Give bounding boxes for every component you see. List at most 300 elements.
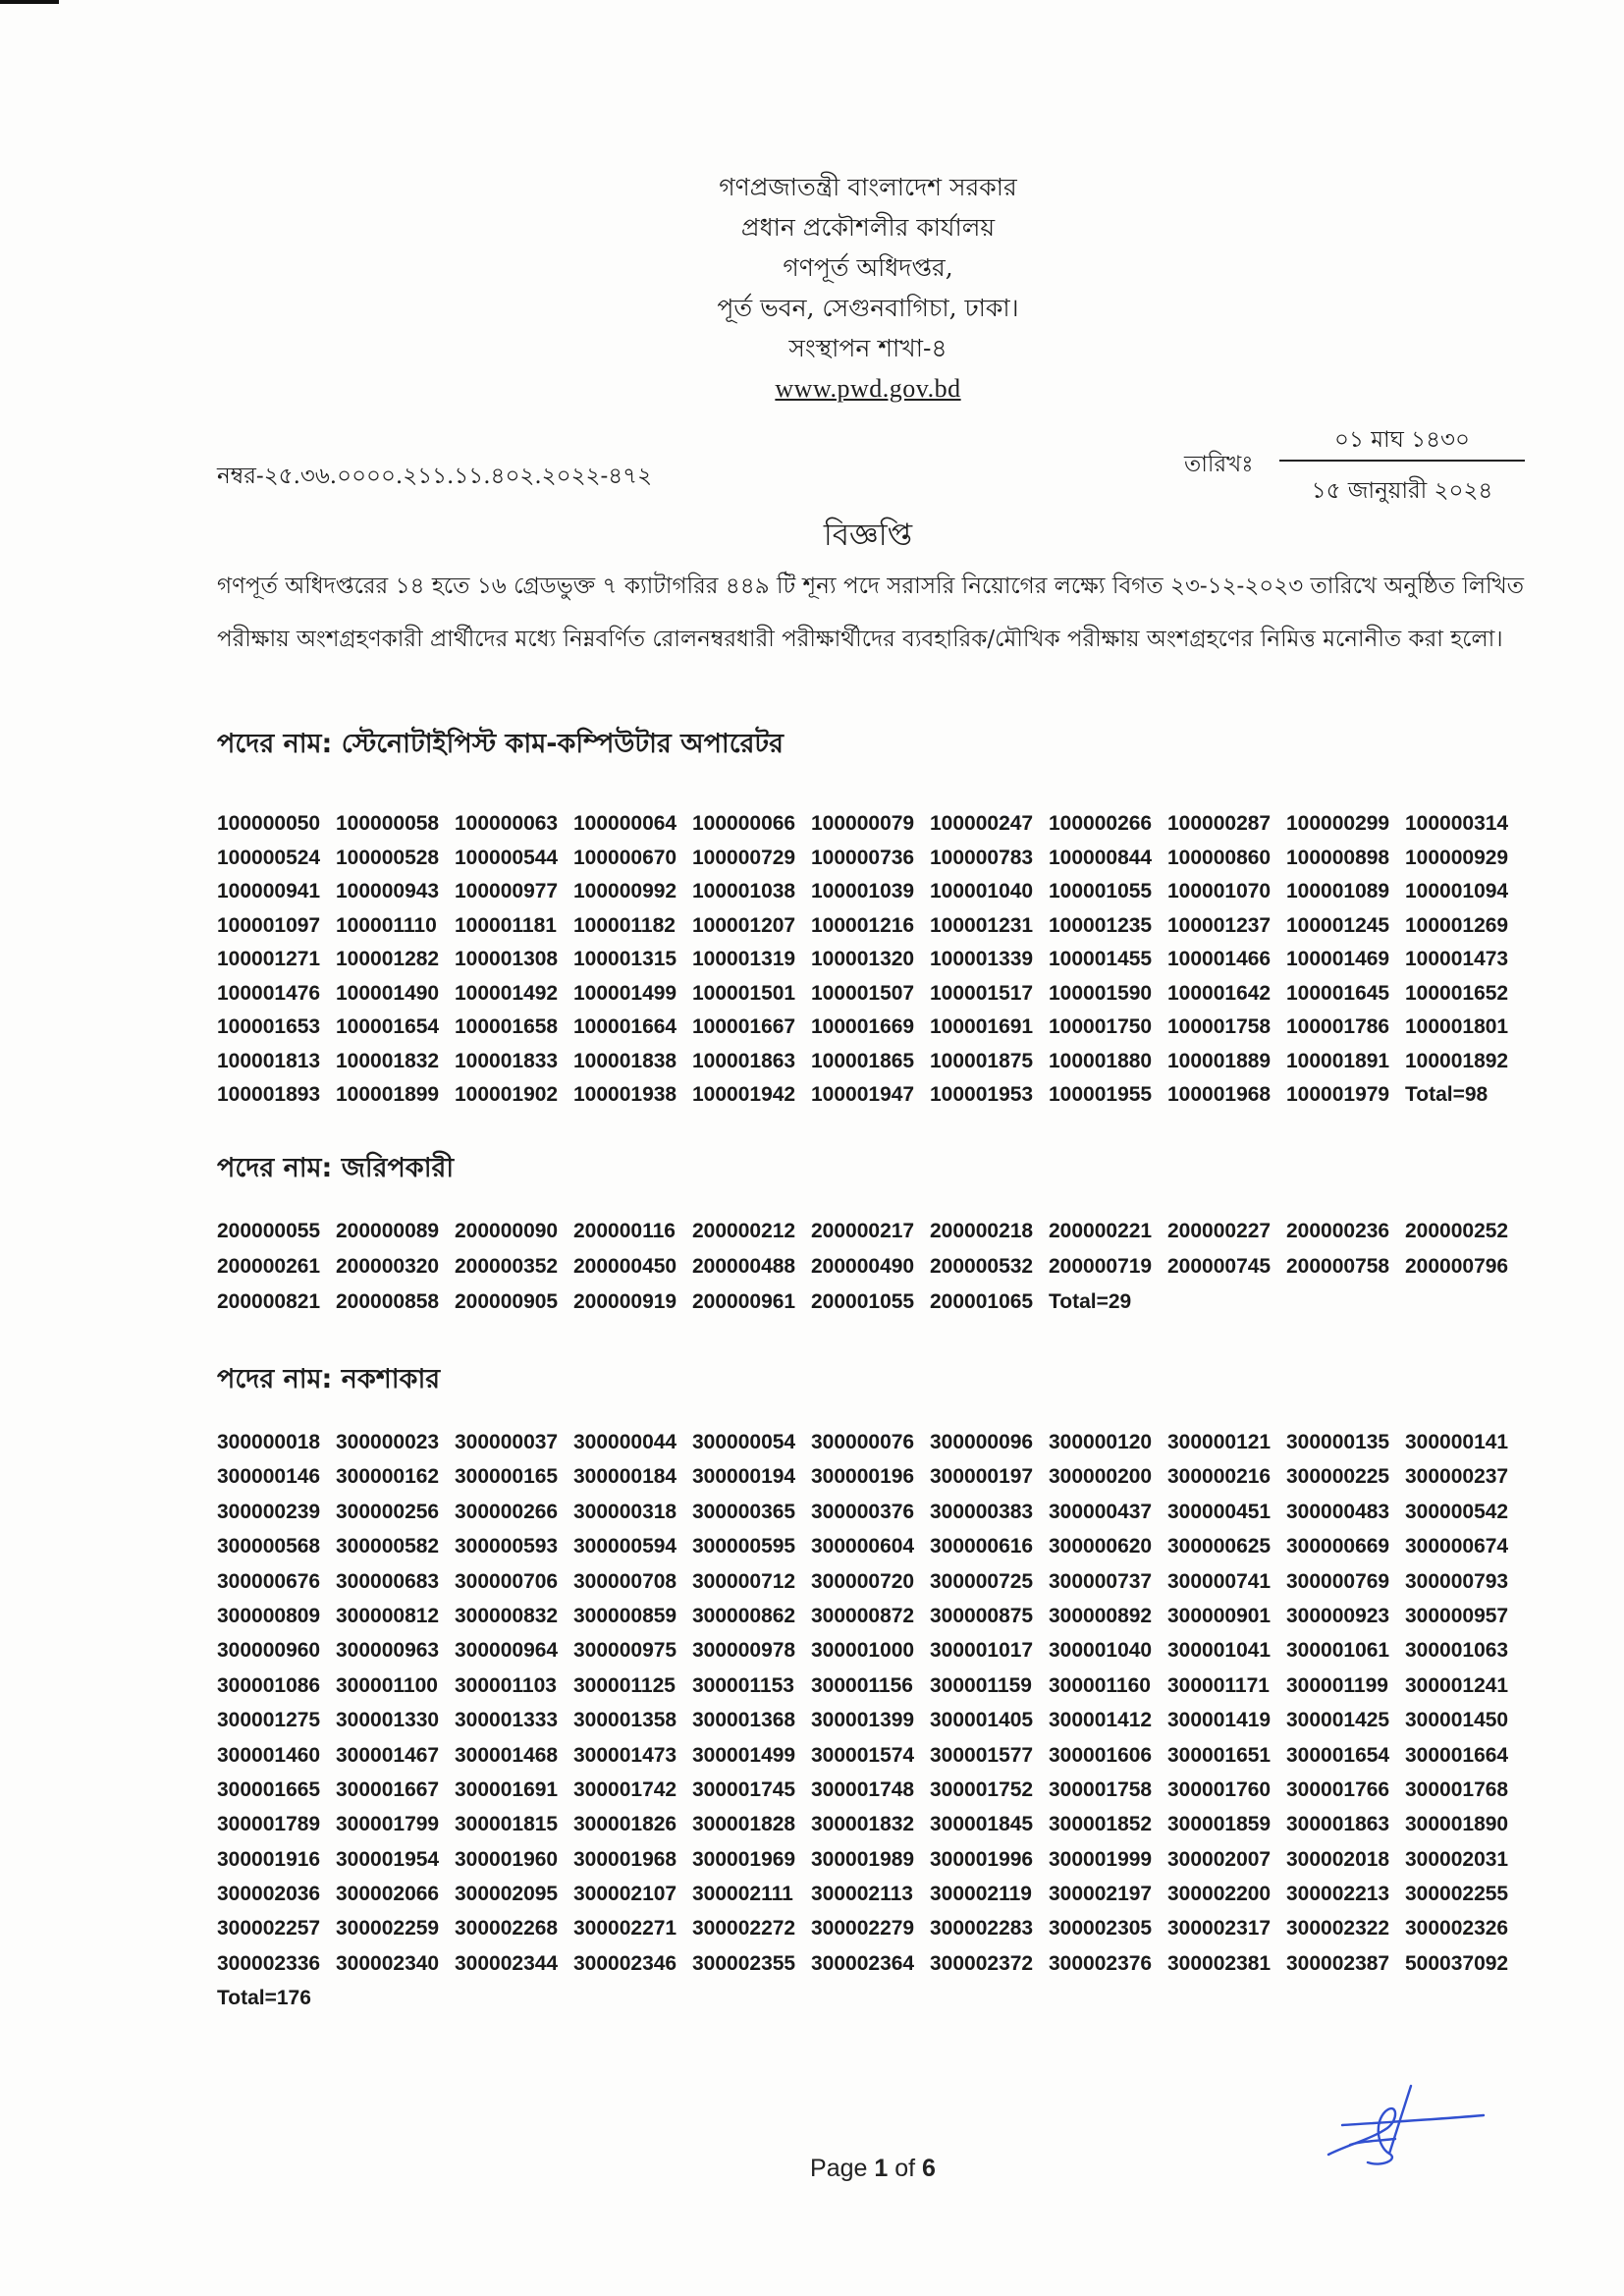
- page-word: Page: [810, 2155, 868, 2182]
- roll-number: 300001828: [692, 1813, 796, 1836]
- roll-list-surveyor: [217, 1214, 1524, 1320]
- roll-number: 100001955: [1049, 1083, 1153, 1106]
- roll-number: 100000929: [1405, 846, 1509, 869]
- roll-number: 300002364: [811, 1951, 915, 1975]
- roll-number: 300000076: [811, 1431, 915, 1453]
- roll-number: 100001216: [811, 913, 915, 937]
- roll-number: 300000135: [1286, 1431, 1390, 1453]
- roll-number: 300000683: [336, 1569, 440, 1593]
- roll-number: 200000450: [573, 1255, 677, 1278]
- roll-number: 300001419: [1167, 1709, 1272, 1732]
- roll-number: 100001070: [1167, 880, 1272, 902]
- roll-number: 300002271: [573, 1917, 677, 1941]
- roll-number: 300001100: [336, 1673, 438, 1697]
- roll-number: 100001691: [930, 1015, 1034, 1038]
- roll-number: 100001892: [1405, 1049, 1509, 1072]
- roll-number: 300001159: [930, 1673, 1032, 1697]
- roll-number: 300000769: [1286, 1569, 1390, 1593]
- notice-title: বিজ্ঞপ্তি: [823, 518, 913, 553]
- roll-number: 300001999: [1049, 1847, 1153, 1871]
- roll-number: 100001899: [336, 1083, 440, 1106]
- roll-number: 300001890: [1405, 1813, 1509, 1836]
- roll-number: 100001863: [692, 1049, 796, 1072]
- roll-number: 300000620: [1049, 1535, 1153, 1558]
- roll-number: 300002018: [1286, 1847, 1390, 1871]
- roll-number: 300002305: [1049, 1917, 1153, 1941]
- roll-number: 200000758: [1286, 1255, 1390, 1278]
- roll-number: 300000266: [455, 1500, 559, 1523]
- roll-number: 300001968: [573, 1847, 677, 1871]
- roll-number: 300000892: [1049, 1604, 1153, 1627]
- roll-number: 200000719: [1049, 1255, 1153, 1278]
- roll-number: 300000018: [217, 1431, 321, 1453]
- roll-number: 300001654: [1286, 1743, 1390, 1767]
- roll-number: 300001275: [217, 1709, 321, 1732]
- roll-number: 300000862: [692, 1604, 796, 1627]
- roll-number: 300001160: [1049, 1673, 1151, 1697]
- roll-number: 100000314: [1405, 812, 1509, 835]
- roll-number: 100001308: [455, 948, 559, 970]
- roll-number: 300000237: [1405, 1465, 1509, 1489]
- roll-number: 300000832: [455, 1604, 559, 1627]
- roll-number: 100000079: [811, 812, 915, 835]
- date-gregorian: ১৫ জানুয়ারী ২০২৪: [1311, 478, 1493, 504]
- roll-number: 300000194: [692, 1465, 796, 1489]
- roll-number: 200000221: [1049, 1220, 1153, 1242]
- roll-number: 100001182: [573, 913, 676, 937]
- roll-number: 300000568: [217, 1535, 321, 1558]
- roll-number: 300001748: [811, 1777, 915, 1801]
- roll-number: 100001499: [573, 981, 677, 1005]
- roll-list-draftsman: [217, 1425, 1524, 2016]
- roll-number: 300000720: [811, 1569, 915, 1593]
- roll-number: 300000197: [930, 1465, 1034, 1489]
- roll-number: 200000217: [811, 1220, 915, 1242]
- section-total: Total=176: [217, 1987, 311, 2010]
- roll-number: 100000058: [336, 812, 440, 835]
- roll-number: 300001040: [1049, 1639, 1153, 1663]
- roll-number: 100001237: [1167, 913, 1272, 937]
- roll-number: 300000200: [1049, 1465, 1153, 1489]
- roll-number: 100001654: [336, 1015, 440, 1038]
- roll-number: 300001859: [1167, 1813, 1272, 1836]
- roll-number: 200000212: [692, 1220, 796, 1242]
- roll-number: 300001574: [811, 1743, 915, 1767]
- roll-number: 300002113: [811, 1883, 913, 1906]
- roll-number: 300001768: [1405, 1777, 1509, 1801]
- roll-number: 100001645: [1286, 981, 1390, 1005]
- roll-number: 300002066: [336, 1883, 440, 1906]
- roll-number: 100001039: [811, 880, 915, 902]
- roll-number: 100001786: [1286, 1015, 1390, 1038]
- roll-number: 300000141: [1405, 1431, 1509, 1453]
- roll-number: 300001969: [692, 1847, 796, 1871]
- roll-number: 300000923: [1286, 1604, 1390, 1627]
- roll-number: 300000162: [336, 1465, 440, 1489]
- letterhead: [573, 167, 1163, 409]
- roll-number: 100001469: [1286, 948, 1390, 970]
- roll-number: 300000737: [1049, 1569, 1153, 1593]
- roll-number: 200000252: [1405, 1220, 1509, 1242]
- roll-number: 100001089: [1286, 880, 1390, 902]
- roll-number: 300000121: [1167, 1431, 1272, 1453]
- roll-number: 200000116: [573, 1220, 676, 1242]
- letterhead-line: প্রধান প্রকৌশলীর কার্যালয়: [740, 213, 996, 242]
- roll-number: 300001468: [455, 1743, 559, 1767]
- roll-number: 100001339: [930, 948, 1034, 970]
- roll-number: 300002007: [1167, 1847, 1272, 1871]
- roll-number: 300002326: [1405, 1917, 1509, 1941]
- roll-number: 300000975: [573, 1639, 677, 1663]
- roll-number: 300001399: [811, 1709, 915, 1732]
- roll-number: 300000963: [336, 1639, 440, 1663]
- section-total: Total=98: [1405, 1083, 1489, 1106]
- roll-number: 300000669: [1286, 1535, 1390, 1558]
- roll-number: 100001455: [1049, 948, 1153, 970]
- roll-number: 300001916: [217, 1847, 321, 1871]
- roll-number: 100000247: [930, 812, 1034, 835]
- roll-number: 300001766: [1286, 1777, 1390, 1801]
- roll-number: 300002279: [811, 1917, 915, 1941]
- roll-number: 100001875: [930, 1049, 1034, 1072]
- roll-number: 300000593: [455, 1535, 559, 1558]
- roll-number: 300002268: [455, 1917, 559, 1941]
- roll-number: 100001979: [1286, 1083, 1390, 1106]
- date-label: তারিখঃ: [1184, 452, 1254, 477]
- roll-number: 300000239: [217, 1500, 321, 1523]
- roll-number: 300001199: [1286, 1673, 1388, 1697]
- roll-number: 300001760: [1167, 1777, 1272, 1801]
- roll-number: 300002197: [1049, 1883, 1153, 1906]
- roll-number: 300001667: [336, 1777, 440, 1801]
- roll-number: 300001017: [930, 1639, 1034, 1663]
- roll-number: 300001832: [811, 1813, 915, 1836]
- roll-list-stenotypist: [217, 807, 1524, 1113]
- roll-number: 300000225: [1286, 1465, 1390, 1489]
- roll-number: 300000875: [930, 1604, 1034, 1627]
- roll-number: 300001412: [1049, 1709, 1153, 1732]
- roll-number: 300001333: [455, 1709, 559, 1732]
- roll-number: 300001467: [336, 1743, 440, 1767]
- roll-number: 300001954: [336, 1847, 440, 1871]
- roll-number: 300002111: [692, 1883, 793, 1906]
- roll-number: 100001942: [692, 1083, 796, 1106]
- roll-number: 300001758: [1049, 1777, 1153, 1801]
- roll-number: 300000901: [1167, 1604, 1272, 1627]
- roll-number: 100001269: [1405, 913, 1509, 937]
- roll-number: 100001097: [217, 913, 321, 937]
- roll-number: 100001669: [811, 1015, 915, 1038]
- roll-number: 300001499: [692, 1743, 796, 1767]
- roll-number: 100000528: [336, 846, 440, 869]
- roll-number: 300001405: [930, 1709, 1034, 1732]
- roll-number: 100000898: [1286, 846, 1390, 869]
- roll-number: 300000023: [336, 1431, 440, 1453]
- roll-number: 100000287: [1167, 812, 1272, 835]
- roll-number: 200000961: [692, 1290, 796, 1313]
- roll-number: 100001501: [692, 981, 796, 1005]
- roll-number: 300002095: [455, 1883, 559, 1906]
- roll-number: 300000451: [1167, 1500, 1272, 1523]
- roll-number: 300000793: [1405, 1569, 1509, 1593]
- roll-number: 300001852: [1049, 1813, 1153, 1836]
- roll-number: 300000483: [1286, 1500, 1390, 1523]
- roll-number: 300002036: [217, 1883, 321, 1906]
- roll-number: 300000165: [455, 1465, 559, 1489]
- roll-number: 200000227: [1167, 1220, 1272, 1242]
- roll-number: 200000261: [217, 1255, 321, 1278]
- roll-number: 200000821: [217, 1290, 321, 1313]
- roll-number: 200000090: [455, 1220, 559, 1242]
- roll-number: 300000978: [692, 1639, 796, 1663]
- roll-number: 300002283: [930, 1917, 1034, 1941]
- roll-number: 300001745: [692, 1777, 796, 1801]
- roll-number: 200000218: [930, 1220, 1034, 1242]
- roll-number: 100000860: [1167, 846, 1272, 869]
- roll-number: 100001319: [692, 948, 796, 970]
- roll-number: 100001181: [455, 913, 557, 937]
- roll-number: 300000044: [573, 1431, 677, 1453]
- roll-number: 100001833: [455, 1049, 559, 1072]
- website-link: www.pwd.gov.bd: [775, 374, 961, 403]
- roll-number: 300002387: [1286, 1951, 1390, 1975]
- roll-number: 100000941: [217, 880, 321, 902]
- roll-number: 200000858: [336, 1290, 440, 1313]
- roll-number: 300000376: [811, 1500, 915, 1523]
- roll-number: 300000604: [811, 1535, 915, 1558]
- roll-number: 100000544: [455, 846, 559, 869]
- roll-number: 200001055: [811, 1290, 915, 1313]
- roll-number: 100001490: [336, 981, 440, 1005]
- roll-number: 100000977: [455, 880, 559, 902]
- roll-number: 100001838: [573, 1049, 677, 1072]
- roll-number: 100000299: [1286, 812, 1390, 835]
- roll-number: 300001125: [573, 1673, 676, 1697]
- roll-number: 300000437: [1049, 1500, 1153, 1523]
- roll-number: 300001425: [1286, 1709, 1390, 1732]
- post-heading-surveyor: পদের নাম: জরিপকারী: [217, 1153, 455, 1183]
- roll-number: 100001938: [573, 1083, 677, 1106]
- roll-number: 100001207: [692, 913, 796, 937]
- page-total: 6: [922, 2155, 936, 2182]
- roll-number: 100001315: [573, 948, 677, 970]
- roll-number: 300000960: [217, 1639, 321, 1663]
- roll-number: 300001799: [336, 1813, 440, 1836]
- roll-number: 300000708: [573, 1569, 677, 1593]
- roll-number: 100001968: [1167, 1083, 1272, 1106]
- roll-number: 100001813: [217, 1049, 321, 1072]
- roll-number: 300001000: [811, 1639, 915, 1663]
- roll-number: 300000964: [455, 1639, 559, 1663]
- roll-number: 300002200: [1167, 1883, 1272, 1906]
- roll-number: 100001658: [455, 1015, 559, 1038]
- roll-number: 100001653: [217, 1015, 321, 1038]
- roll-number: 100001094: [1405, 880, 1509, 902]
- roll-number: 200000919: [573, 1290, 677, 1313]
- roll-number: 100001891: [1286, 1049, 1390, 1072]
- roll-number: 100000670: [573, 846, 677, 869]
- roll-number: 200000905: [455, 1290, 559, 1313]
- roll-number: 100000736: [811, 846, 915, 869]
- roll-number: 100001271: [217, 948, 321, 970]
- roll-number: 100001507: [811, 981, 915, 1005]
- roll-number: 200000236: [1286, 1220, 1390, 1242]
- roll-number: 300002272: [692, 1917, 796, 1941]
- roll-number: 300001960: [455, 1847, 559, 1871]
- roll-number: 300000725: [930, 1569, 1034, 1593]
- roll-number: 100001476: [217, 981, 321, 1005]
- roll-number: 300000676: [217, 1569, 321, 1593]
- roll-number: 300001789: [217, 1813, 321, 1836]
- roll-number: 100000783: [930, 846, 1034, 869]
- roll-number: 100000066: [692, 812, 796, 835]
- roll-number: 300001845: [930, 1813, 1034, 1836]
- roll-number: 200000490: [811, 1255, 915, 1278]
- roll-number: 300002346: [573, 1951, 677, 1975]
- date-bengali: ০১ মাঘ ১৪৩০: [1279, 420, 1525, 462]
- roll-number: 100001055: [1049, 880, 1153, 902]
- roll-number: 300001103: [455, 1673, 557, 1697]
- roll-number: 200000745: [1167, 1255, 1272, 1278]
- roll-number: 300000196: [811, 1465, 915, 1489]
- roll-number: 100001947: [811, 1083, 915, 1106]
- roll-number: 300000542: [1405, 1500, 1509, 1523]
- roll-number: 300001815: [455, 1813, 559, 1836]
- signature: [1321, 2082, 1488, 2170]
- roll-number: 300000365: [692, 1500, 796, 1523]
- roll-number: 200000320: [336, 1255, 440, 1278]
- roll-number: 300002257: [217, 1917, 321, 1941]
- roll-number: 100001652: [1405, 981, 1509, 1005]
- roll-number: 300000809: [217, 1604, 321, 1627]
- roll-number: 100001865: [811, 1049, 915, 1072]
- roll-number: 300000706: [455, 1569, 559, 1593]
- roll-number: 300000625: [1167, 1535, 1272, 1558]
- letterhead-line: সংস্থাপন শাখা-৪: [788, 334, 947, 362]
- roll-number: 100001517: [930, 981, 1034, 1005]
- roll-number: 100001590: [1049, 981, 1153, 1005]
- roll-number: 100001667: [692, 1015, 796, 1038]
- roll-number: 300002255: [1405, 1883, 1509, 1906]
- roll-number: 100001880: [1049, 1049, 1153, 1072]
- roll-number: 300000594: [573, 1535, 677, 1558]
- roll-number: 100001492: [455, 981, 559, 1005]
- roll-number: 100001664: [573, 1015, 677, 1038]
- memo-number: নম্বর-২৫.৩৬.০০০০.২১১.১১.৪০২.২০২২-৪৭২: [217, 464, 653, 489]
- roll-number: 300001358: [573, 1709, 677, 1732]
- roll-number: 300001664: [1405, 1743, 1509, 1767]
- roll-number: 300000582: [336, 1535, 440, 1558]
- roll-number: 300001450: [1405, 1709, 1509, 1732]
- roll-number: 300001996: [930, 1847, 1034, 1871]
- roll-number: 100000063: [455, 812, 559, 835]
- roll-number: 100001466: [1167, 948, 1272, 970]
- roll-number: 300002119: [930, 1883, 1032, 1906]
- roll-number: 300001651: [1167, 1743, 1272, 1767]
- roll-number: 300001153: [692, 1673, 794, 1697]
- roll-number: 300001061: [1286, 1639, 1390, 1663]
- roll-number: 300000256: [336, 1500, 440, 1523]
- roll-number: 100001642: [1167, 981, 1272, 1005]
- roll-number: 300000037: [455, 1431, 559, 1453]
- roll-number: 300000741: [1167, 1569, 1272, 1593]
- roll-number: 300002340: [336, 1951, 440, 1975]
- roll-number: 300000595: [692, 1535, 796, 1558]
- notice-body: গণপূর্ত অধিদপ্তরের ১৪ হতে ১৬ গ্রেডভুক্ত ৭ ক্যাটাগরির ৪৪৯ টি শূন্য পদে সরাসরি নিয়োগের লক্ষ্যে বিগত ২৩-১২-২০২৩ তারিখে অনুষ্ঠিত লিখিত পরীক্ষায় অংশগ্রহণকারী প্রার্থীদের মধ্যে নিম্নবর্ণিত রোলনম্বরধারী পরীক্ষার্থীদের ব্যবহারিক/মৌখিক পরীক্ষায় অংশগ্রহণের নিমিত্ত মনোনীত করা হলো।: [217, 574, 1524, 652]
- roll-number: 300001473: [573, 1743, 677, 1767]
- roll-number: 300001063: [1405, 1639, 1509, 1663]
- roll-number: 300001752: [930, 1777, 1034, 1801]
- roll-number: 100001040: [930, 880, 1034, 902]
- roll-number: 300001863: [1286, 1813, 1390, 1836]
- letterhead-line: গণপ্রজাতন্ত্রী বাংলাদেশ সরকার: [719, 173, 1017, 201]
- roll-number: 300001156: [811, 1673, 913, 1697]
- roll-number: 300000120: [1049, 1431, 1153, 1453]
- roll-number: 100000064: [573, 812, 677, 835]
- page-current: 1: [874, 2155, 889, 2182]
- roll-number: 300002336: [217, 1951, 321, 1975]
- roll-number: 300000096: [930, 1431, 1034, 1453]
- roll-number: 300000146: [217, 1465, 321, 1489]
- roll-number: 300002107: [573, 1883, 677, 1906]
- roll-number: 100001320: [811, 948, 915, 970]
- scan-artifact: [0, 0, 59, 4]
- roll-number: 300000957: [1405, 1604, 1509, 1627]
- roll-number: 100000943: [336, 880, 440, 902]
- post-heading-stenotypist: পদের নাম: স্টেনোটাইপিস্ট কাম-কম্পিউটার অপারেটর: [217, 729, 784, 759]
- roll-number: 100001893: [217, 1083, 321, 1106]
- letterhead-line: গণপূর্ত অধিদপ্তর,: [783, 253, 953, 282]
- roll-number: 300001368: [692, 1709, 796, 1732]
- roll-number: 300001041: [1167, 1639, 1272, 1663]
- roll-number: 300001665: [217, 1777, 321, 1801]
- roll-number: 300000616: [930, 1535, 1034, 1558]
- roll-number: 200000089: [336, 1220, 440, 1242]
- roll-number: 100001832: [336, 1049, 440, 1072]
- roll-number: 300000054: [692, 1431, 796, 1453]
- roll-number: 100000844: [1049, 846, 1153, 869]
- roll-number: 200000796: [1405, 1255, 1509, 1278]
- roll-number: 300002322: [1286, 1917, 1390, 1941]
- roll-number: 300002317: [1167, 1917, 1272, 1941]
- roll-number: 300000383: [930, 1500, 1034, 1523]
- roll-number: 300002355: [692, 1951, 796, 1975]
- roll-number: 100001889: [1167, 1049, 1272, 1072]
- roll-number: 300002376: [1049, 1951, 1153, 1975]
- roll-number: 100001758: [1167, 1015, 1272, 1038]
- roll-number: 300002213: [1286, 1883, 1390, 1906]
- roll-number: 300000812: [336, 1604, 440, 1627]
- roll-number: 500037092: [1405, 1951, 1509, 1975]
- roll-number: 300002372: [930, 1951, 1034, 1975]
- page-number: [770, 2151, 976, 2186]
- roll-number: 300002031: [1405, 1847, 1509, 1871]
- roll-number: 100001473: [1405, 948, 1509, 970]
- roll-number: 100001110: [336, 913, 437, 937]
- roll-number: 100001953: [930, 1083, 1034, 1106]
- roll-number: 100001038: [692, 880, 796, 902]
- roll-number: 300002344: [455, 1951, 559, 1975]
- roll-number: 200000532: [930, 1255, 1034, 1278]
- roll-number: 300001826: [573, 1813, 677, 1836]
- roll-number: 300000318: [573, 1500, 677, 1523]
- date-block: [1279, 420, 1525, 511]
- roll-number: 100001282: [336, 948, 440, 970]
- roll-number: 300001606: [1049, 1743, 1153, 1767]
- roll-number: 300000674: [1405, 1535, 1509, 1558]
- roll-number: 300001330: [336, 1709, 440, 1732]
- roll-number: 300000184: [573, 1465, 677, 1489]
